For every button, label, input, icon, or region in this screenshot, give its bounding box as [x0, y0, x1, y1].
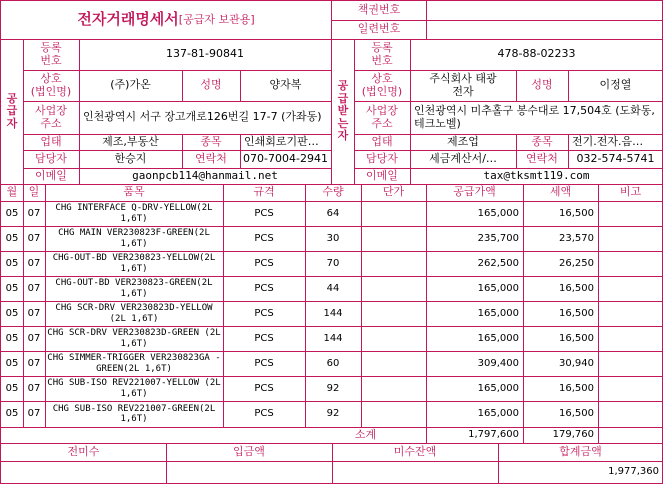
supplier-category-label: 종목 — [200, 134, 222, 148]
supplier-business: 제조,부동산 — [102, 134, 159, 148]
serial-no-value[interactable] — [426, 20, 663, 39]
title-text: 전자거래명세서 — [77, 10, 179, 29]
receiver-contact: 032-574-5741 — [576, 151, 655, 165]
row-5-tax: 16,500 — [559, 332, 594, 344]
row-1-month: 05 — [5, 232, 19, 244]
unpaid-value — [332, 461, 498, 483]
row-5-day: 07 — [27, 332, 41, 344]
row-4-amount: 165,000 — [477, 307, 519, 319]
row-3-spec: PCS — [254, 282, 274, 294]
row-5-qty: 144 — [323, 332, 343, 344]
receiver-side-label: 공 급 받 는 자 — [337, 78, 349, 143]
receiver-business-label: 업태 — [371, 134, 393, 148]
row-7-spec: PCS — [254, 382, 274, 394]
supplier-category: 인쇄회로기판… — [244, 134, 319, 148]
row-1-spec: PCS — [254, 232, 274, 244]
col-header-tax: 세액 — [549, 185, 572, 199]
row-5-item: CHG SCR-DRV VER230823D-GREEN (2L 1,6T) — [47, 328, 221, 349]
paid-value — [166, 461, 332, 483]
col-header-day: 일 — [28, 185, 40, 199]
row-4-day: 07 — [27, 307, 41, 319]
col-header-amount: 공급가액 — [453, 185, 496, 199]
row-7-qty: 92 — [326, 382, 340, 394]
supplier-reg-label: 등록 번호 — [40, 40, 62, 67]
row-0-spec: PCS — [254, 207, 274, 219]
row-7-item: CHG SUB-ISO REV221007-YELLOW (2L 1,6T) — [47, 378, 221, 399]
col-header-qty: 수량 — [322, 185, 344, 199]
col-header-note: 비고 — [619, 185, 642, 199]
receiver-contact-label: 연락처 — [526, 151, 558, 165]
supplier-reg-no: 137-81-90841 — [166, 47, 244, 61]
supplier-email: gaonpcb114@hanmail.net — [132, 168, 278, 182]
subtotal-tax: 179,760 — [552, 429, 594, 441]
row-4-tax: 16,500 — [559, 307, 594, 319]
supplier-manager-label: 담당자 — [35, 151, 67, 165]
total-value: 1,977,360 — [608, 466, 659, 478]
row-8-spec: PCS — [254, 408, 274, 420]
paid-label: 입금액 — [233, 444, 265, 458]
row-6-qty: 60 — [326, 357, 340, 369]
row-0-qty: 64 — [326, 207, 340, 219]
row-2-spec: PCS — [254, 257, 274, 269]
serial-no-label: 일련번호 — [357, 22, 401, 36]
supplier-manager: 한승지 — [114, 151, 147, 165]
prev-balance-label: 전미수 — [67, 444, 100, 458]
row-4-price — [361, 301, 426, 326]
supplier-company-label: 상호 (법인명) — [30, 71, 72, 98]
row-6-note — [598, 351, 663, 376]
row-6-amount: 309,400 — [477, 357, 519, 369]
row-2-tax: 26,250 — [559, 257, 594, 269]
supplier-ceo: 양자복 — [269, 78, 302, 92]
row-4-item: CHG SCR-DRV VER230823D-YELLOW (2L 1,6T) — [55, 303, 213, 324]
supplier-address-label: 사업장 주소 — [35, 103, 67, 130]
row-5-month: 05 — [5, 332, 19, 344]
total-label: 합계금액 — [559, 444, 602, 458]
row-5-price — [361, 326, 426, 351]
title-subtitle: [공급자 보관용] — [178, 12, 255, 26]
row-6-day: 07 — [27, 357, 41, 369]
receiver-manager-label: 담당자 — [366, 151, 398, 165]
col-header-item: 품목 — [123, 185, 145, 199]
prev-balance-value — [1, 461, 166, 483]
row-8-price — [361, 401, 426, 427]
receiver-name-label: 성명 — [531, 78, 553, 92]
row-2-amount: 262,500 — [477, 257, 519, 269]
row-1-amount: 235,700 — [477, 232, 519, 244]
row-4-spec: PCS — [254, 307, 274, 319]
row-7-month: 05 — [5, 382, 19, 394]
row-0-month: 05 — [5, 207, 19, 219]
row-6-price — [361, 351, 426, 376]
row-0-item: CHG INTERFACE Q-DRV-YELLOW(2L 1,6T) — [55, 203, 213, 224]
row-3-tax: 16,500 — [559, 282, 594, 294]
row-3-month: 05 — [5, 282, 19, 294]
receiver-address: 인천광역시 미추홀구 봉수대로 17,504호 (도화동,테크노벨) — [414, 103, 655, 130]
receiver-ceo: 이정열 — [599, 78, 632, 92]
row-0-tax: 16,500 — [559, 207, 594, 219]
row-7-price — [361, 376, 426, 401]
row-2-note — [598, 251, 663, 276]
row-2-month: 05 — [5, 257, 19, 269]
row-8-note — [598, 401, 663, 427]
row-0-note — [598, 201, 663, 226]
row-6-month: 05 — [5, 357, 19, 369]
receiver-reg-no: 478-88-02233 — [497, 47, 576, 61]
row-6-item: CHG SIMMER-TRIGGER VER230823GA -GREEN(2L 1,6T) — [47, 353, 221, 374]
row-7-day: 07 — [27, 382, 41, 394]
row-3-item: CHG-OUT-BD VER230823-GREEN(2L 1,6T) — [55, 278, 213, 299]
col-header-price: 단가 — [382, 185, 405, 199]
row-7-amount: 165,000 — [477, 382, 519, 394]
receiver-business: 제조업 — [447, 134, 479, 148]
supplier-contact: 070-7004-2941 — [243, 151, 328, 165]
supplier-side-label: 공 급 자 — [6, 91, 18, 130]
row-4-month: 05 — [5, 307, 19, 319]
book-no-value[interactable] — [426, 1, 663, 20]
row-8-amount: 165,000 — [477, 408, 519, 420]
supplier-address: 인천광역시 서구 장고개로126번길 17-7 (가좌동) — [83, 110, 322, 124]
row-1-note — [598, 226, 663, 251]
row-2-price — [361, 251, 426, 276]
row-4-qty: 144 — [323, 307, 343, 319]
row-1-tax: 23,570 — [559, 232, 594, 244]
receiver-email-label: 이메일 — [366, 168, 398, 182]
supplier-name-label: 성명 — [200, 78, 222, 92]
row-6-spec: PCS — [254, 357, 274, 369]
row-5-note — [598, 326, 663, 351]
row-8-month: 05 — [5, 408, 19, 420]
row-3-qty: 44 — [326, 282, 340, 294]
row-8-qty: 92 — [326, 408, 340, 420]
row-3-amount: 165,000 — [477, 282, 519, 294]
supplier-contact-label: 연락처 — [195, 151, 227, 165]
row-7-note — [598, 376, 663, 401]
receiver-manager: 세금계산서/… — [429, 151, 497, 165]
row-1-day: 07 — [27, 232, 41, 244]
row-1-price — [361, 226, 426, 251]
subtotal-amount: 1,797,600 — [468, 429, 519, 441]
receiver-address-label: 사업장 주소 — [366, 103, 398, 130]
receiver-email: tax@tksmt119.com — [483, 168, 590, 182]
supplier-business-label: 업태 — [40, 134, 62, 148]
row-1-item: CHG MAIN VER230823F-GREEN(2L 1,6T) — [58, 228, 210, 249]
receiver-reg-label: 등록 번호 — [371, 40, 393, 67]
row-1-qty: 30 — [326, 232, 340, 244]
book-no-label: 책권번호 — [357, 3, 401, 17]
supplier-email-label: 이메일 — [35, 168, 67, 182]
supplier-company: (주)가온 — [110, 78, 151, 92]
document-title — [1, 1, 331, 39]
col-header-month: 월 — [6, 185, 18, 199]
receiver-company: 주식회사 태광 전자 — [429, 71, 497, 98]
row-3-price — [361, 276, 426, 301]
row-6-tax: 30,940 — [559, 357, 594, 369]
receiver-company-label: 상호 (법인명) — [361, 71, 403, 98]
receiver-category-label: 종목 — [531, 134, 553, 148]
row-8-day: 07 — [27, 408, 41, 420]
subtotal-label: 소계 — [354, 427, 377, 441]
row-3-note — [598, 276, 663, 301]
row-5-spec: PCS — [254, 332, 274, 344]
row-2-day: 07 — [27, 257, 41, 269]
row-4-note — [598, 301, 663, 326]
row-3-day: 07 — [27, 282, 41, 294]
receiver-category: 전기.전자.음… — [572, 134, 644, 148]
row-0-price — [361, 201, 426, 226]
row-8-tax: 16,500 — [559, 408, 594, 420]
row-0-amount: 165,000 — [477, 207, 519, 219]
row-7-tax: 16,500 — [559, 382, 594, 394]
row-0-day: 07 — [27, 207, 41, 219]
row-8-item: CHG SUB-ISO REV221007-GREEN(2L 1,6T) — [52, 403, 216, 424]
unpaid-label: 미수잔액 — [393, 444, 437, 458]
col-header-spec: 규격 — [253, 185, 275, 199]
row-2-item: CHG-OUT-BD VER230823-YELLOW(2L 1,6T) — [52, 253, 216, 274]
row-2-qty: 70 — [326, 257, 340, 269]
row-5-amount: 165,000 — [477, 332, 519, 344]
